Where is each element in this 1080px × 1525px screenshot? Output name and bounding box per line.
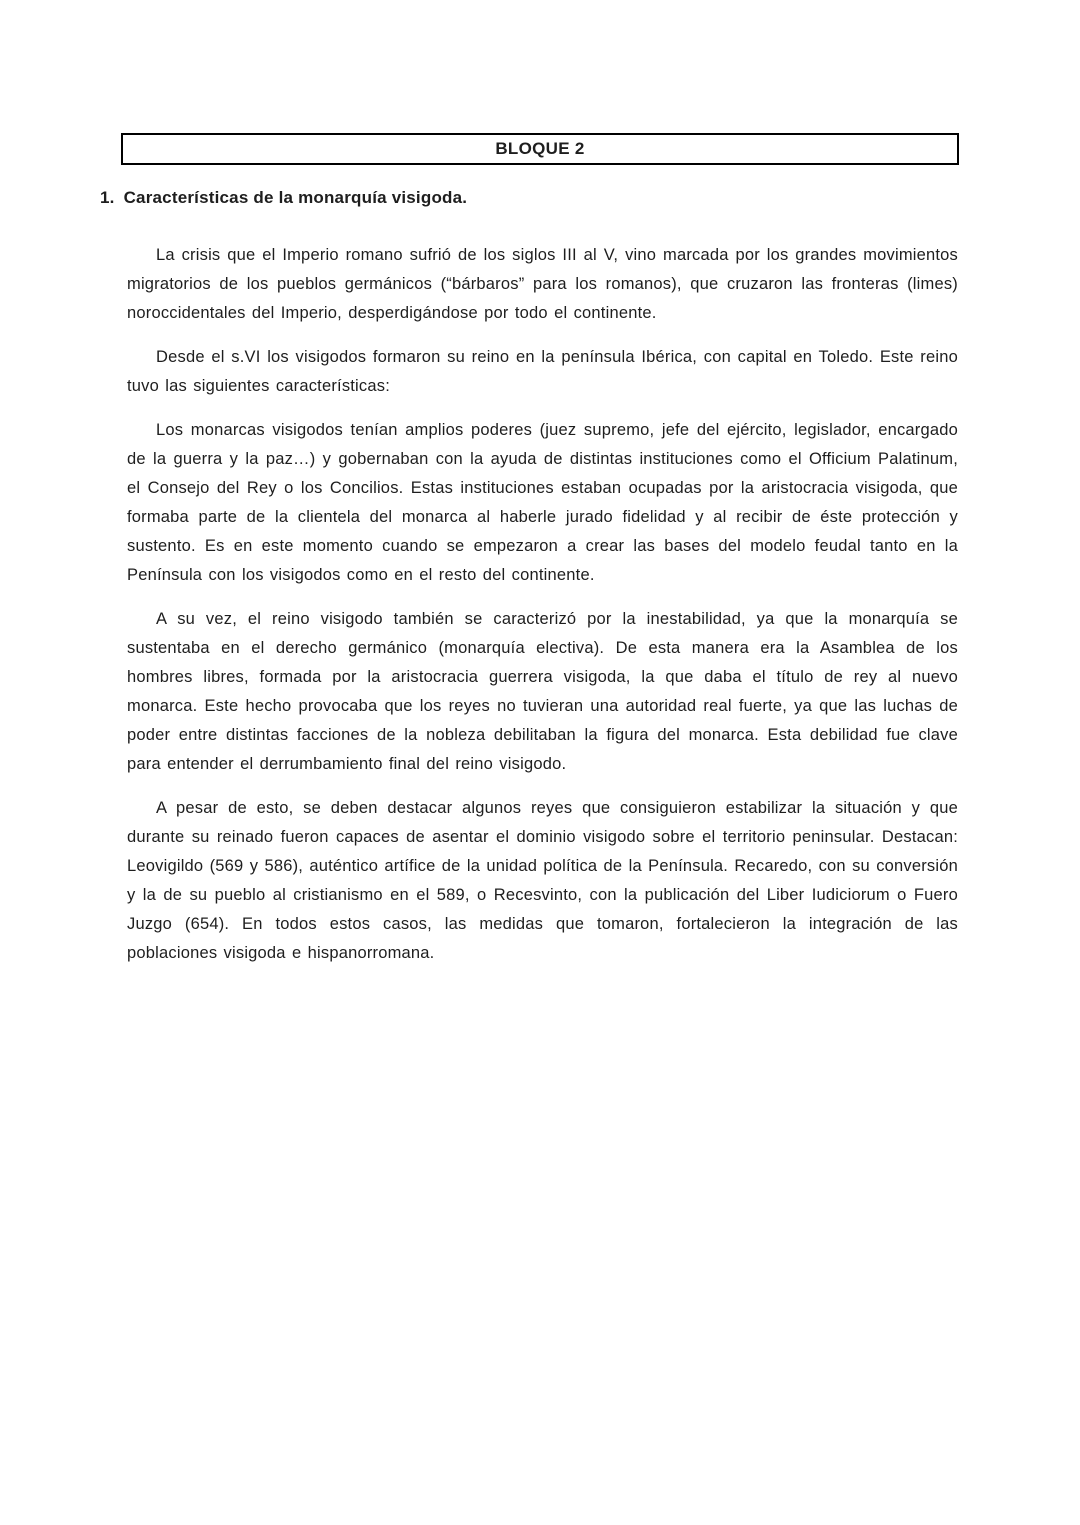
heading-1 — [100, 188, 467, 208]
paragraph: A su vez, el reino visigodo también se caracterizó por la inestabilidad, ya que la monarquía se sustentaba en el derecho germánico (monarquía electiva). De esta manera era la Asamblea de los hombres libres, formada por la aristocracia guerrera visigoda, la que daba el título de rey al nuevo monarca. Este hecho provocaba que los reyes no tuvieran una autoridad real fuerte, ya que las luchas de poder entre distintas facciones de la nobleza debilitaban la figura del monarca. Esta debilidad fue clave para entender el derrumbamiento final del reino visigodo. — [127, 610, 958, 773]
paragraph: A pesar de esto, se deben destacar algunos reyes que consiguieron estabilizar la situación y que durante su reinado fueron capaces de asentar el dominio visigodo sobre el territorio peninsular. Destacan: Leovigildo (569 y 586), auténtico artífice de la unidad política de la Península. Recaredo, con su conversión y la de su pueblo al cristianismo en el 589, o Recesvinto, con la publicación del Liber Iudiciorum o Fuero Juzgo (654). En todos estos casos, las medidas que tomaron, fortalecieron la integración de las poblaciones visigoda e hispanorromana. — [127, 799, 958, 962]
heading-number: 1. — [100, 188, 115, 207]
section-title-box — [121, 133, 959, 165]
heading-text: Características de la monarquía visigoda. — [123, 188, 468, 207]
paragraph: La crisis que el Imperio romano sufrió de los siglos III al V, vino marcada por los grandes movimientos migratorios de los pueblos germánicos (“bárbaros” para los romanos), que cruzaron las fronteras (limes) noroccidentales del Imperio, desperdigándose por todo el continente. — [127, 246, 958, 322]
section-title: BLOQUE 2 — [495, 139, 585, 158]
paragraph: Desde el s.VI los visigodos formaron su reino en la península Ibérica, con capital en Toledo. Este reino tuvo las siguientes características: — [127, 348, 958, 395]
paragraph: Los monarcas visigodos tenían amplios poderes (juez supremo, jefe del ejército, legislador, encargado de la guerra y la paz…) y gobernaban con la ayuda de distintas instituciones como el Officium Palatinum, el Consejo del Rey o los Concilios. Estas instituciones estaban ocupadas por la aristocracia visigoda, que formaba parte de la clientela del monarca al haberle jurado fidelidad y al recibir de éste protección y sustento. Es en este momento cuando se empezaron a crear las bases del modelo feudal tanto en la Península con los visigodos como en el resto del continente. — [127, 421, 958, 584]
document-body — [127, 241, 958, 983]
